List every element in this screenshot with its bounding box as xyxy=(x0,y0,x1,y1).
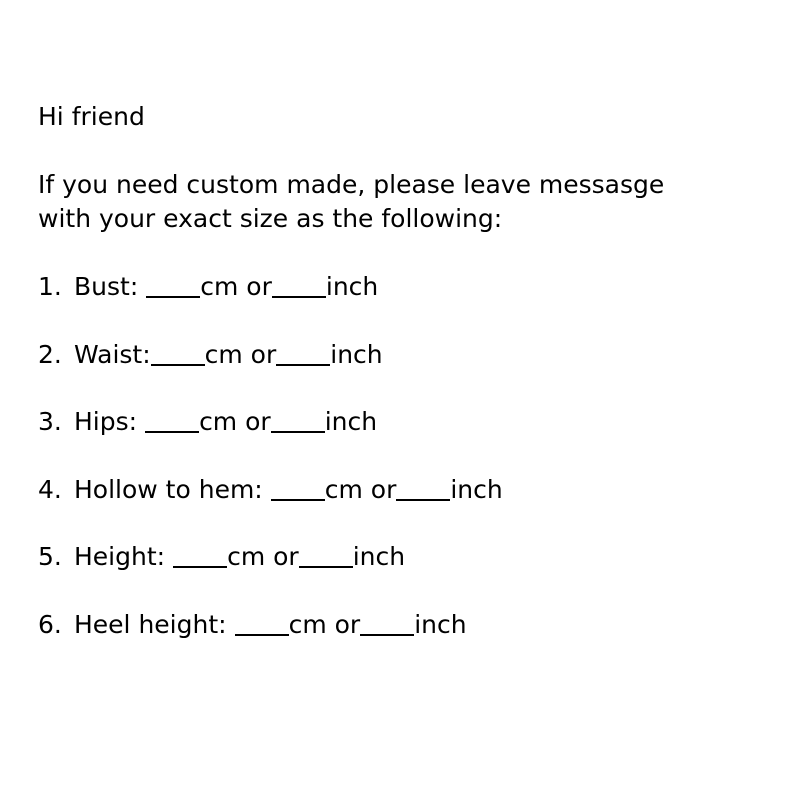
measurement-label: Heel height: xyxy=(74,609,227,639)
cm-blank xyxy=(235,612,289,636)
inch-unit: inch xyxy=(324,407,378,436)
cm-unit: cm or xyxy=(324,474,397,504)
intro-line-1: If you need custom made, please leave messasge xyxy=(38,170,665,199)
item-number: 5. xyxy=(38,542,62,571)
item-number: 2. xyxy=(38,339,62,369)
cm-blank xyxy=(173,544,227,568)
measurement-label: Height: xyxy=(74,542,166,571)
cm-blank xyxy=(146,274,200,298)
measurement-list xyxy=(38,270,778,642)
inch-blank xyxy=(299,544,353,568)
item-number: 1. xyxy=(38,272,62,301)
inch-unit: inch xyxy=(352,542,406,571)
measurement-item-height xyxy=(38,540,778,574)
cm-blank xyxy=(145,409,199,433)
intro-paragraph xyxy=(38,168,778,236)
inch-unit: inch xyxy=(330,339,383,369)
item-number: 3. xyxy=(38,407,62,436)
cm-unit: cm or xyxy=(204,339,277,369)
cm-blank xyxy=(271,477,325,501)
measurement-item-heel-height xyxy=(38,608,778,642)
measurement-item-waist xyxy=(38,338,778,372)
size-request-note xyxy=(38,100,778,675)
cm-unit: cm or xyxy=(288,609,361,639)
measurement-label: Waist: xyxy=(74,339,151,369)
cm-unit: cm or xyxy=(227,542,299,571)
inch-unit: inch xyxy=(414,609,467,639)
measurement-label: Hips: xyxy=(74,407,138,436)
cm-blank xyxy=(151,342,205,366)
intro-line-2: with your exact size as the following: xyxy=(38,204,503,233)
inch-unit: inch xyxy=(450,474,503,504)
inch-blank xyxy=(272,274,326,298)
item-number: 4. xyxy=(38,474,62,504)
measurement-item-hips xyxy=(38,405,778,439)
measurement-item-hollow-to-hem xyxy=(38,473,778,507)
inch-unit: inch xyxy=(325,272,379,301)
measurement-item-bust xyxy=(38,270,778,304)
item-number: 6. xyxy=(38,609,62,639)
inch-blank xyxy=(396,477,450,501)
greeting: Hi friend xyxy=(38,102,145,131)
measurement-label: Bust: xyxy=(74,272,139,301)
inch-blank xyxy=(360,612,414,636)
inch-blank xyxy=(276,342,330,366)
inch-blank xyxy=(271,409,325,433)
measurement-label: Hollow to hem: xyxy=(74,474,263,504)
cm-unit: cm or xyxy=(200,272,272,301)
cm-unit: cm or xyxy=(199,407,271,436)
